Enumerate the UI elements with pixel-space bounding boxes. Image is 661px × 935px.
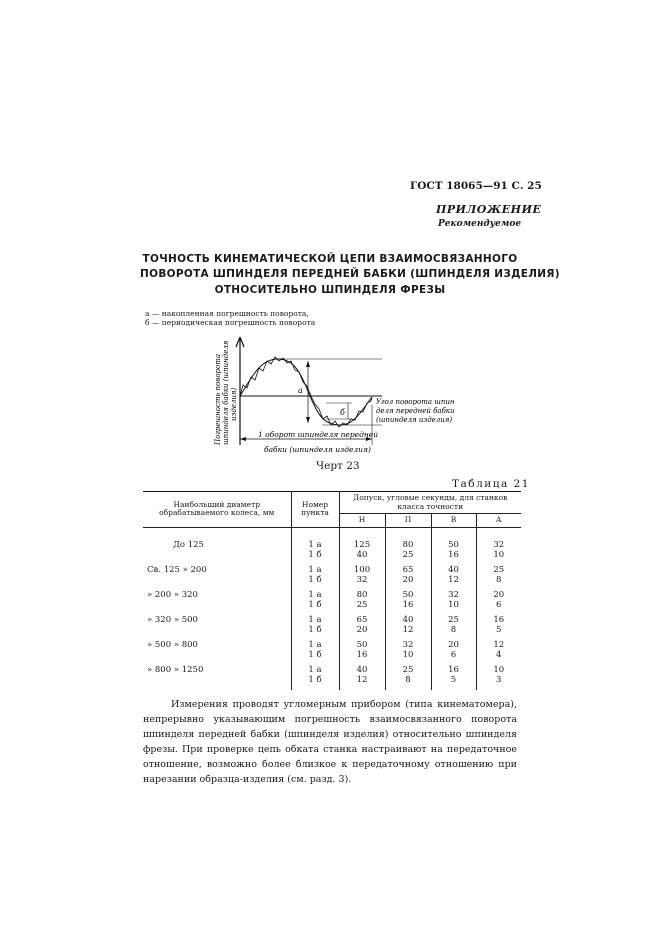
y-arrow-right (240, 337, 244, 347)
measurement-paragraph (143, 697, 517, 787)
legend-a: а — накопленная погрешность поворота, (145, 309, 309, 318)
period-label-1: 1 оборот шпинделя передней (258, 430, 379, 439)
point-cell: 1 а 1 б (291, 590, 339, 615)
value-cell: 65 20 (385, 565, 431, 590)
point-cell: 1 а 1 б (291, 615, 339, 640)
col-header-diameter: Наибольший диаметр обрабатываемого колеса, мм (143, 492, 291, 528)
value-cell: 10 3 (476, 665, 521, 690)
table-row (143, 615, 521, 640)
tolerance-table (143, 491, 521, 690)
x-axis-label-3: (шпинделя изделия) (376, 416, 453, 424)
y-arrow-left (236, 337, 240, 347)
table-row (143, 640, 521, 665)
title-line-2: ПОВОРОТА ШПИНДЕЛЯ ПЕРЕДНЕЙ БАБКИ (ШПИНДЕЛЯ ИЗДЕЛИЯ) (140, 268, 560, 280)
value-cell: 32 10 (431, 590, 476, 615)
value-cell: 12 4 (476, 640, 521, 665)
range-cell: До 125 (173, 539, 204, 550)
paragraph-text: Измерения проводят угломерным прибором (типа кинематомера), непрерывно указывающим погрешность взаимосвязанного поворота шпинделя передней бабки (шпинделя изделия) относительно шпинделя фрезы. При проверке цепь обката станка настраивают на передаточное отношение, возможно более близкое к передаточному отношению при нарезании образца-изделия (см. разд. 3). (143, 699, 517, 785)
col-header-class-a: А (476, 514, 521, 528)
table-name: Таблица 21 (452, 478, 530, 490)
value-cell: 40 12 (339, 665, 385, 690)
period-arrow-left (240, 437, 246, 441)
table-row (143, 565, 521, 590)
table-row (143, 527, 521, 565)
x-axis-label-1: Угол поворота шпин (376, 398, 455, 406)
range-cell: » 200 » 320 (147, 589, 198, 600)
point-cell: 1 а 1 б (291, 565, 339, 590)
value-cell: 50 16 (385, 590, 431, 615)
value-cell: 20 6 (476, 590, 521, 615)
range-cell: Св. 125 » 200 (147, 564, 207, 575)
range-cell: » 800 » 1250 (147, 664, 204, 675)
title-line-3: ОТНОСИТЕЛЬНО ШПИНДЕЛЯ ФРЕЗЫ (214, 284, 446, 296)
value-cell: 32 10 (476, 527, 521, 565)
value-cell: 125 40 (339, 527, 385, 565)
page-header: ГОСТ 18065—91 С. 25 (410, 180, 542, 192)
y-axis-label-1: Погрешность поворота (214, 353, 222, 445)
point-cell: 1 а 1 б (291, 527, 339, 565)
value-cell: 80 25 (385, 527, 431, 565)
value-cell: 25 8 (476, 565, 521, 590)
title-line-1: ТОЧНОСТЬ КИНЕМАТИЧЕСКОЙ ЦЕПИ ВЗАИМОСВЯЗАННОГО (142, 253, 518, 265)
point-cell: 1 а 1 б (291, 665, 339, 690)
value-cell: 32 10 (385, 640, 431, 665)
value-cell: 80 25 (339, 590, 385, 615)
range-cell: » 500 » 800 (147, 639, 198, 650)
col-header-point: Номер пункта (291, 492, 339, 528)
range-cell: » 320 » 500 (147, 614, 198, 625)
error-diagram (200, 325, 455, 457)
dimension-a-arrow-bottom (306, 417, 310, 423)
value-cell: 16 5 (476, 615, 521, 640)
appendix-status: Рекомендуемое (438, 219, 522, 229)
value-cell: 40 12 (385, 615, 431, 640)
label-a: а (298, 386, 303, 395)
col-header-class-p: П (385, 514, 431, 528)
dimension-a-arrow-top (306, 361, 310, 367)
value-cell: 25 8 (431, 615, 476, 640)
value-cell: 40 12 (431, 565, 476, 590)
value-cell: 16 5 (431, 665, 476, 690)
label-b: б (340, 408, 345, 417)
value-cell: 50 16 (431, 527, 476, 565)
col-header-class-h: Н (339, 514, 385, 528)
table-row (143, 590, 521, 615)
period-label-2: бабки (шпинделя изделия) (264, 445, 371, 454)
appendix-label: ПРИЛОЖЕНИЕ (436, 203, 542, 216)
value-cell: 50 16 (339, 640, 385, 665)
point-cell: 1 а 1 б (291, 640, 339, 665)
x-axis-label-2: деля передней бабки (376, 407, 455, 415)
value-cell: 65 20 (339, 615, 385, 640)
value-cell: 100 32 (339, 565, 385, 590)
col-header-class-v: В (431, 514, 476, 528)
legend-b: б — периодическая погрешность поворота (145, 318, 316, 327)
value-cell: 20 6 (431, 640, 476, 665)
figure-caption: Черт 23 (316, 460, 360, 472)
y-axis-label-3: изделия) (230, 387, 238, 421)
value-cell: 25 8 (385, 665, 431, 690)
table-row (143, 665, 521, 690)
y-axis-label-2: шпинделя бабки (шпинделя (222, 340, 230, 445)
col-header-tolerance: Допуск, угловые секунды, для станков класса точности (339, 492, 521, 514)
